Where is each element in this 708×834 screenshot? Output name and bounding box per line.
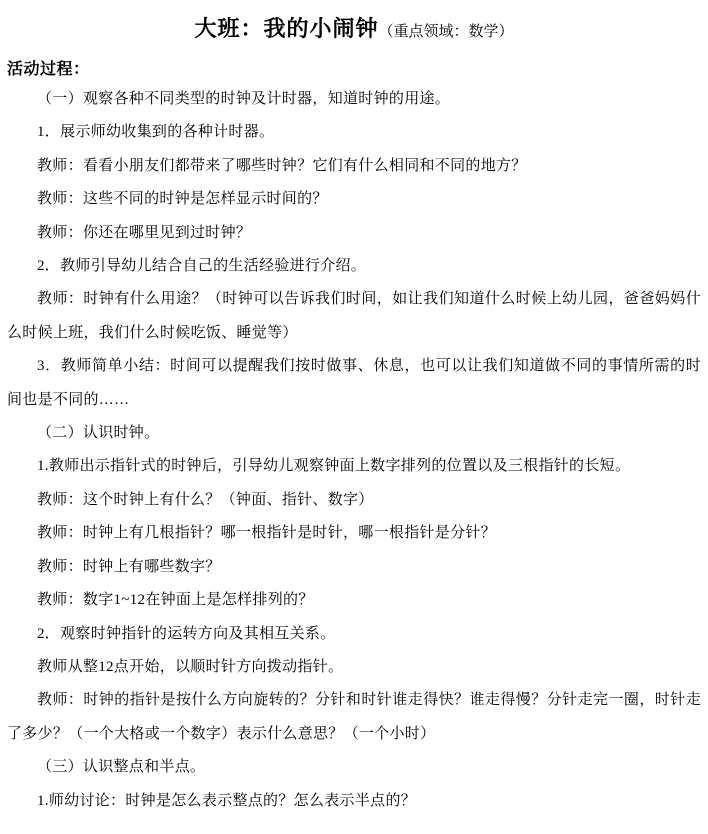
paragraph-15: 2．观察时钟指针的运转方向及其相互关系。: [37, 625, 336, 642]
paragraph-2: 1．展示师幼收集到的各种计时器。: [37, 124, 275, 141]
page-title-main: 大班：我的小闹钟: [194, 16, 379, 41]
section-heading-activity-process: 活动过程：: [7, 61, 90, 78]
paragraph-5: 教师：你还在哪里见到过时钟？: [37, 224, 252, 241]
page-title-domain-note: （重点领域：数学）: [378, 24, 514, 40]
paragraph-1: （一）观察各种不同类型的时钟及计时器，知道时钟的用途。: [37, 91, 451, 107]
paragraph-10: 1.教师出示指针式的时钟后，引导幼儿观察钟面上数字排列的位置以及三根指针的长短。: [37, 458, 631, 475]
paragraph-19: 1.师幼讨论：时钟是怎么表示整点的？怎么表示半点的？: [37, 792, 417, 809]
paragraph-14: 教师：数字1~12在钟面上是怎样排列的？: [37, 592, 314, 609]
paragraph-17: 教师：时钟的指针是按什么方向旋转的？分针和时针谁走得快？谁走得慢？分针走完一圈，时针走了多少？（一个大格或一个数字）表示什么意思？（一个小时）: [7, 692, 701, 742]
paragraph-7: 教师：时钟有什么用途？（时钟可以告诉我们时间，如让我们知道什么时候上幼儿园，爸爸妈妈什么时候上班，我们什么时候吃饭、睡觉等）: [7, 291, 701, 341]
paragraph-3: 教师：看看小朋友们都带来了哪些时钟？它们有什么相同和不同的地方？: [37, 157, 527, 174]
paragraph-4: 教师：这些不同的时钟是怎样显示时间的？: [37, 191, 328, 208]
page-title: [7, 6, 701, 49]
paragraph-16: 教师从整12点开始，以顺时针方向拨动指针。: [37, 658, 344, 675]
paragraph-11: 教师：这个时钟上有什么？（钟面、指针、数字）: [37, 491, 374, 508]
paragraph-6: 2．教师引导幼儿结合自己的生活经验进行介绍。: [37, 258, 367, 275]
paragraph-8: 3．教师简单小结：时间可以提醒我们按时做事、休息，也可以让我们知道做不同的事情所需的时间也是不同的……: [7, 358, 701, 408]
paragraph-13: 教师：时钟上有哪些数字？: [37, 558, 221, 575]
paragraph-9: （二）认识时钟。: [37, 425, 160, 442]
paragraph-18: （三）认识整点和半点。: [37, 759, 206, 776]
paragraph-12: 教师：时钟上有几根指针？哪一根指针是时针，哪一根指针是分针？: [37, 525, 497, 542]
document-body: [7, 83, 701, 818]
